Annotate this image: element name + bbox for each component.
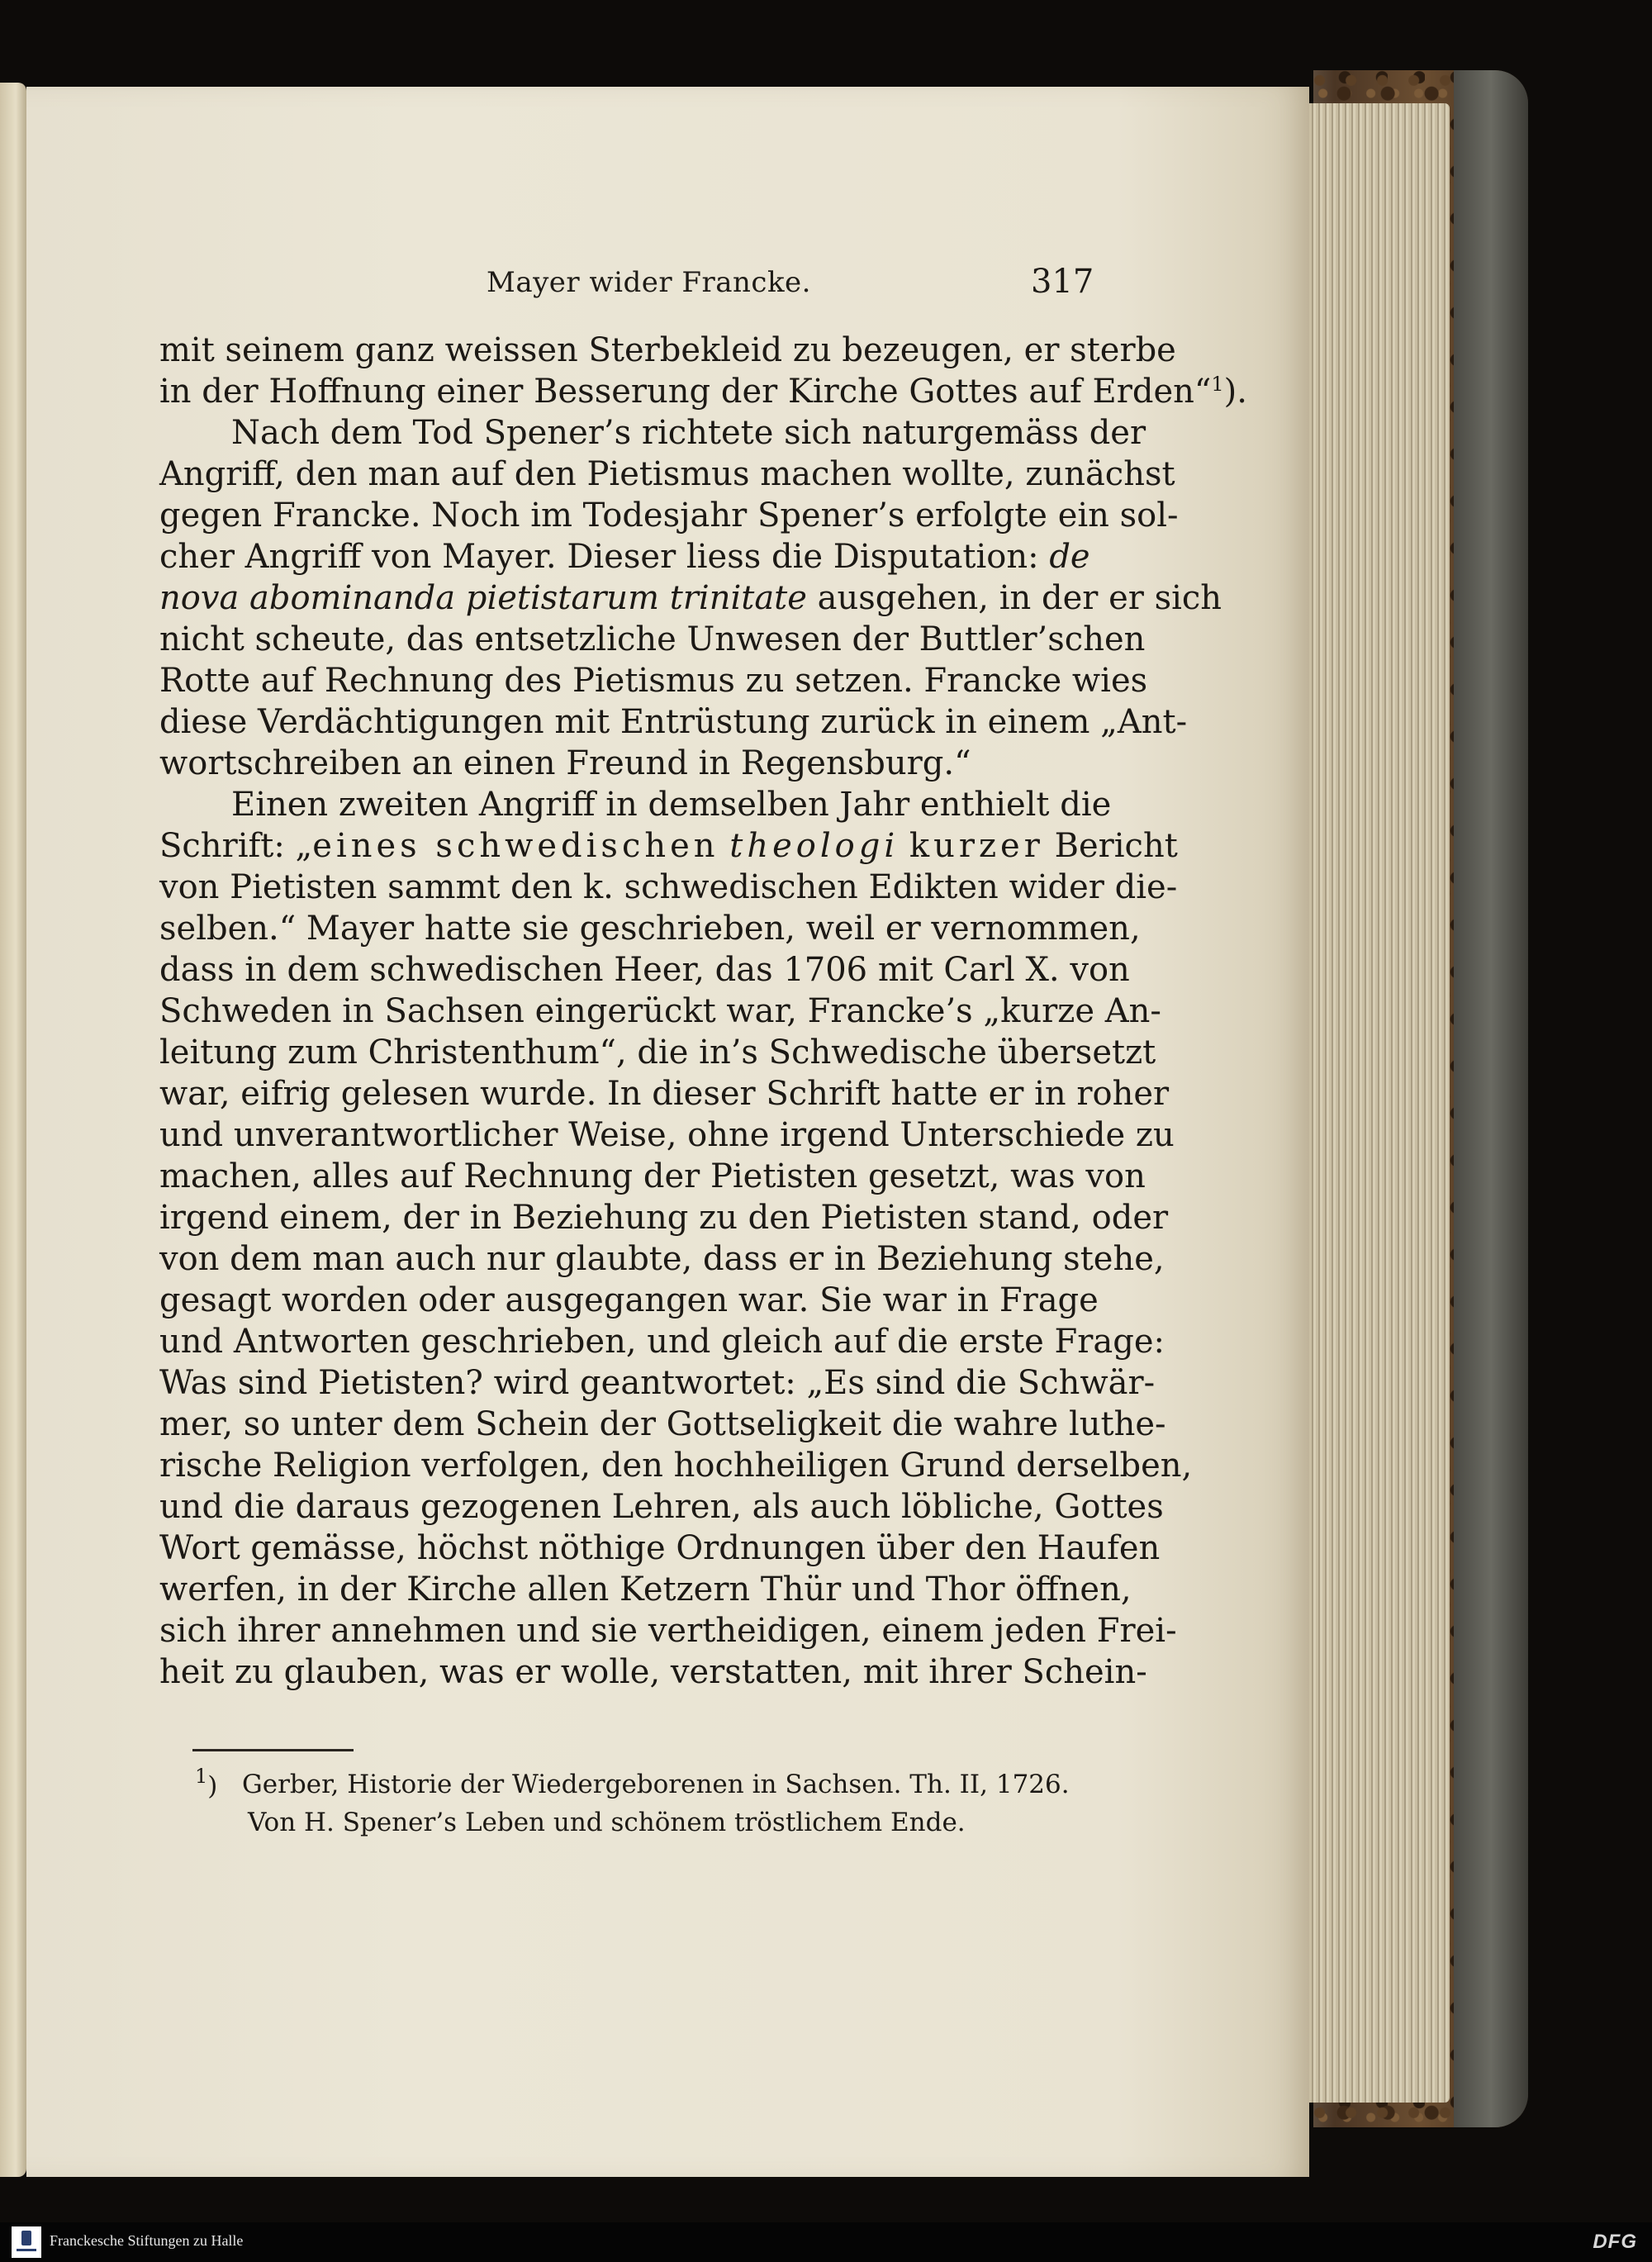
- text-line: Wort gemässe, höchst nöthige Ordnungen über den Haufen: [159, 1529, 1161, 1567]
- book-spine-cloth: [1454, 70, 1528, 2127]
- footnote-reference: 1: [1211, 373, 1224, 396]
- text-line: selben.“ Mayer hatte sie geschrieben, weil er vernommen,: [159, 910, 1141, 948]
- text-line: und unverantwortlicher Weise, ohne irgend Unterschiede zu: [159, 1116, 1175, 1154]
- text-line: wortschreiben an einen Freund in Regensburg.“: [159, 744, 971, 782]
- text-line: in der Hoffnung einer Besserung der Kirche Gottes auf Erden“$^1$).: [159, 373, 1247, 411]
- text-line: Rotte auf Rechnung des Pietismus zu setzen. Francke wies: [159, 662, 1148, 700]
- latin-title: nova abominanda pietistarum trinitate: [159, 579, 807, 617]
- text-line: rische Religion verfolgen, den hochheiligen Grund derselben,: [159, 1447, 1193, 1485]
- text-line: dass in dem schwedischen Heer, das 1706 mit Carl X. von: [159, 951, 1130, 989]
- text-line: mer, so unter dem Schein der Gottseligkeit die wahre luthe-: [159, 1405, 1166, 1443]
- paragraph-start-line: Einen zweiten Angriff in demselben Jahr enthielt die: [231, 786, 1112, 824]
- page-edges-stack: [1309, 103, 1450, 2103]
- text-line: Schweden in Sachsen eingerückt war, Francke’s „kurze An-: [159, 992, 1161, 1030]
- running-head: Mayer wider Francke.: [487, 266, 811, 299]
- text-line: werfen, in der Kirche allen Ketzern Thür und Thor öffnen,: [159, 1571, 1132, 1609]
- text-line: heit zu glauben, was er wolle, verstatten, mit ihrer Schein-: [159, 1653, 1147, 1691]
- spaced-text: eines schwedischen: [312, 827, 719, 865]
- footnote-line: Von H. Spener’s Leben und schönem tröstlichem Ende.: [248, 1808, 966, 1837]
- viewer-footer-bar: [0, 2222, 1652, 2262]
- text-line: Schrift: „eines schwedischen theologi kurzer Bericht: [159, 827, 1178, 865]
- text-line: gegen Francke. Noch im Todesjahr Spener’s erfolgte ein sol-: [159, 497, 1179, 535]
- institution-logo-icon[interactable]: [12, 2226, 41, 2258]
- text-line: und die daraus gezogenen Lehren, als auch löbliche, Gottes: [159, 1488, 1164, 1526]
- text-line: mit seinem ganz weissen Sterbekleid zu bezeugen, er sterbe: [159, 331, 1176, 369]
- text-line: cher Angriff von Mayer. Dieser liess die Disputation: de: [159, 538, 1090, 576]
- paragraph-start-line: Nach dem Tod Spener’s richtete sich naturgemäss der: [231, 414, 1146, 452]
- text-line: Angriff, den man auf den Pietismus machen wollte, zunächst: [159, 455, 1175, 493]
- text-line: war, eifrig gelesen wurde. In dieser Schrift hatte er in roher: [159, 1075, 1170, 1113]
- text-line: nova abominanda pietistarum trinitate ausgehen, in der er sich: [159, 579, 1222, 617]
- text-line: sich ihrer annehmen und sie vertheidigen, einem jeden Frei-: [159, 1612, 1177, 1650]
- page-number: 317: [1031, 263, 1094, 301]
- text-line: nicht scheute, das entsetzliche Unwesen der Buttler’schen: [159, 620, 1146, 658]
- text-line: von Pietisten sammt den k. schwedischen Edikten wider die-: [159, 868, 1178, 906]
- text-line: leitung zum Christenthum“, die in’s Schwedische übersetzt: [159, 1034, 1156, 1072]
- text-line: und Antworten geschrieben, und gleich auf die erste Frage:: [159, 1323, 1165, 1361]
- dfg-logo[interactable]: DFG: [1593, 2231, 1637, 2253]
- footnote-marker: $^1$): [195, 1765, 218, 1801]
- institution-label[interactable]: Franckesche Stiftungen zu Halle: [50, 2232, 244, 2249]
- text-line: von dem man auch nur glaubte, dass er in Beziehung stehe,: [159, 1240, 1165, 1278]
- text-line: diese Verdächtigungen mit Entrüstung zurück in einem „Ant-: [159, 703, 1188, 741]
- text-line: irgend einem, der in Beziehung zu den Pietisten stand, oder: [159, 1199, 1169, 1237]
- footnote-line: Gerber, Historie der Wiedergeborenen in Sachsen. Th. II, 1726.: [242, 1770, 1070, 1799]
- text-line: machen, alles auf Rechnung der Pietisten gesetzt, was von: [159, 1157, 1146, 1195]
- facing-page-edge: [0, 83, 26, 2177]
- text-line: gesagt worden oder ausgegangen war. Sie war in Frage: [159, 1281, 1099, 1319]
- footnote-separator: [192, 1749, 354, 1751]
- text-line: Was sind Pietisten? wird geantwortet: „Es sind die Schwär-: [159, 1364, 1156, 1402]
